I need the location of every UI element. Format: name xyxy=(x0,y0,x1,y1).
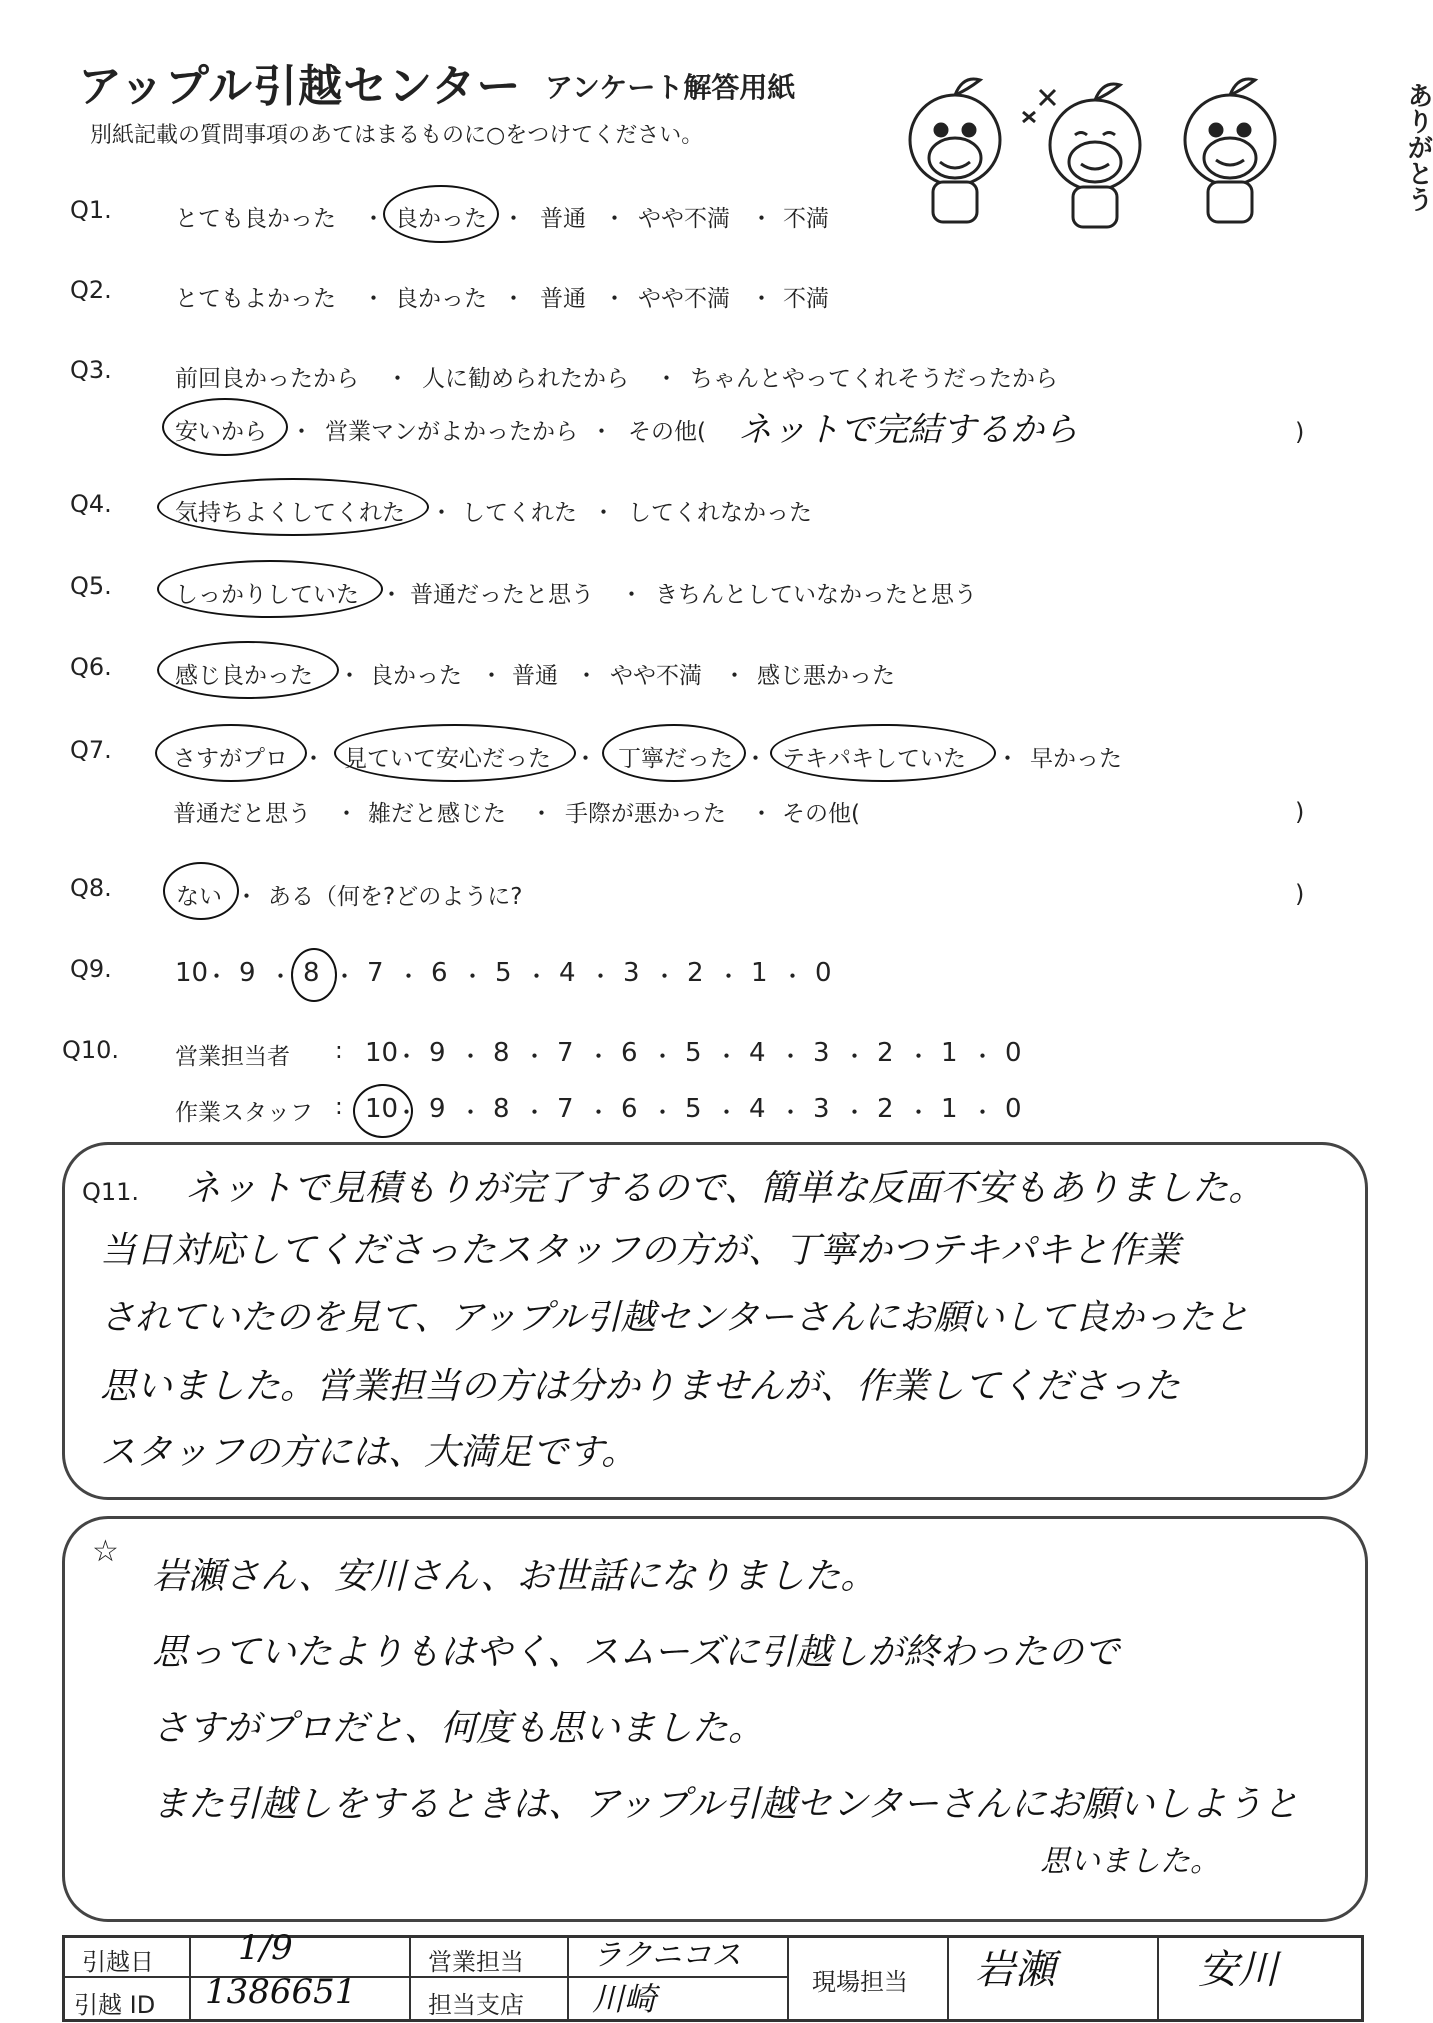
move-date-label: 引越日 xyxy=(82,1948,154,1976)
scale-value[interactable]: 4 xyxy=(559,958,576,988)
mascot-illustration xyxy=(895,60,1365,245)
mascot-icon xyxy=(910,79,1000,222)
q4-option-2[interactable]: してくれた xyxy=(462,500,577,526)
sales-staff-label: 営業担当 xyxy=(428,1948,524,1976)
scale-value[interactable]: 0 xyxy=(815,958,832,988)
move-id-label: 引越 ID xyxy=(74,1991,156,2019)
move-id-value: 1386651 xyxy=(205,1972,357,2012)
scale-value[interactable]: 5 xyxy=(685,1038,702,1068)
scale-value[interactable]: 10 xyxy=(365,1038,399,1068)
scale-value[interactable]: 8 xyxy=(303,958,320,988)
q7-option-4[interactable]: テキパキしていた xyxy=(782,746,966,772)
scale-value[interactable]: 9 xyxy=(429,1094,446,1124)
q3-option-4[interactable]: 安いから xyxy=(175,419,267,445)
q6-label: Q6. xyxy=(70,653,112,681)
selection-circle xyxy=(163,862,239,920)
q9-scale: 10 ・ 9 ・ 8 ・ 7 ・ 6 ・ 5 ・ 4 ・ 3 ・ 2 ・ 1 ・ 0 xyxy=(175,958,895,998)
selection-circle xyxy=(162,398,288,456)
scale-value[interactable]: 7 xyxy=(557,1038,574,1068)
scale-value[interactable]: 4 xyxy=(749,1094,766,1124)
scale-value[interactable]: 3 xyxy=(813,1094,830,1124)
form-title: アップル引越センター xyxy=(78,61,522,112)
q5-label: Q5. xyxy=(70,572,112,600)
q4-option-1[interactable]: 気持ちよくしてくれた xyxy=(175,500,405,526)
q4-option-3[interactable]: してくれなかった xyxy=(628,500,812,526)
q3-label: Q3. xyxy=(70,356,112,384)
star-line-3: さすがプロだと、何度も思いました。 xyxy=(152,1708,765,1749)
q6-option-4[interactable]: やや不満 xyxy=(610,663,702,689)
q2-option-5[interactable]: 不満 xyxy=(783,286,829,312)
q5-option-3[interactable]: きちんとしていなかったと思う xyxy=(655,582,977,608)
scale-value[interactable]: 8 xyxy=(493,1094,510,1124)
q11-line-4: 思いました。営業担当の方は分かりませんが、作業してくださった xyxy=(100,1366,1181,1407)
scale-value[interactable]: 10 xyxy=(175,958,209,988)
q10-sales-label: 営業担当者 xyxy=(175,1044,290,1070)
scale-value[interactable]: 8 xyxy=(493,1038,510,1068)
q11-line-3: されていたのを見て、アップル引越センターさんにお願いして良かったと xyxy=(100,1298,1250,1338)
scale-value[interactable]: 2 xyxy=(687,958,704,988)
q2-option-3[interactable]: 普通 xyxy=(540,286,586,312)
scale-value[interactable]: 6 xyxy=(621,1094,638,1124)
selection-circle xyxy=(770,724,996,782)
q9-label: Q9. xyxy=(70,955,112,983)
branch-value: 川崎 xyxy=(592,1980,657,2018)
site-staff-2-value: 安川 xyxy=(1198,1947,1278,1993)
q2-label: Q2. xyxy=(70,276,112,304)
scale-value[interactable]: 3 xyxy=(813,1038,830,1068)
scale-value[interactable]: 6 xyxy=(431,958,448,988)
scale-value[interactable]: 7 xyxy=(557,1094,574,1124)
branch-label: 担当支店 xyxy=(428,1991,524,2019)
q7-option-3[interactable]: 丁寧だった xyxy=(618,746,733,772)
scale-value[interactable]: 4 xyxy=(749,1038,766,1068)
q6-option-2[interactable]: 良かった xyxy=(370,663,462,689)
q1-option-1[interactable]: とても良かった xyxy=(175,206,336,232)
selection-circle xyxy=(157,478,429,536)
star-line-2: 思っていたよりもはやく、スムーズに引越しが終わったので xyxy=(152,1632,1120,1673)
q1-option-2[interactable]: 良かった xyxy=(395,206,487,232)
q2-option-4[interactable]: やや不満 xyxy=(638,286,730,312)
q3-option-3[interactable]: ちゃんとやってくれそうだったから xyxy=(690,366,1058,392)
q7-option-2[interactable]: 見ていて安心だった xyxy=(344,746,551,772)
q7-option-1[interactable]: さすがプロ xyxy=(173,746,288,772)
scale-value[interactable]: 0 xyxy=(1005,1038,1022,1068)
q11-line-1: ネットで見積もりが完了するので、簡単な反面不安もありました。 xyxy=(185,1168,1265,1209)
scale-value[interactable]: 1 xyxy=(751,958,768,988)
q1-option-5[interactable]: 不満 xyxy=(783,206,829,232)
q7-option-9[interactable]: その他( xyxy=(782,801,860,827)
scale-value[interactable]: 6 xyxy=(621,1038,638,1068)
q4-label: Q4. xyxy=(70,490,112,518)
site-staff-1-value: 岩瀬 xyxy=(975,1947,1055,1993)
selection-circle xyxy=(157,641,339,699)
scale-value[interactable]: 3 xyxy=(623,958,640,988)
q3-other-answer[interactable]: ネットで完結するから xyxy=(738,410,1078,450)
instruction-text: 別紙記載の質問事項のあてはまるものに○をつけてください。 xyxy=(90,123,704,148)
scale-value[interactable]: 2 xyxy=(877,1094,894,1124)
scale-value[interactable]: 1 xyxy=(941,1094,958,1124)
q1-option-4[interactable]: やや不満 xyxy=(638,206,730,232)
q3-option-1[interactable]: 前回良かったから xyxy=(175,366,359,392)
q7-label: Q7. xyxy=(70,736,112,764)
scale-value[interactable]: 0 xyxy=(1005,1094,1022,1124)
q3-option-6[interactable]: その他( xyxy=(628,419,706,445)
scale-value[interactable]: 2 xyxy=(877,1038,894,1068)
scale-value[interactable]: 9 xyxy=(429,1038,446,1068)
q3-option-5[interactable]: 営業マンがよかったから xyxy=(325,419,578,445)
star-line-1: 岩瀬さん、安川さん、お世話になりました。 xyxy=(152,1556,877,1597)
star-line-4: また引越しをするときは、アップル引越センターさんにお願いしようと xyxy=(152,1784,1299,1825)
scale-value[interactable]: 1 xyxy=(941,1038,958,1068)
scale-value[interactable]: 5 xyxy=(495,958,512,988)
q7-option-7[interactable]: 雑だと感じた xyxy=(368,801,506,827)
q8-label: Q8. xyxy=(70,874,112,902)
q10-sales-scale: 10 ・ 9 ・ 8 ・ 7 ・ 6 ・ 5 ・ 4 ・ 3 ・ 2 ・ 1 ・ 0 xyxy=(365,1038,1022,1070)
move-date-value: 1/9 xyxy=(238,1928,293,1968)
q7-option-5[interactable]: 早かった xyxy=(1030,746,1122,772)
scale-value[interactable]: 9 xyxy=(239,958,256,988)
q6-option-5[interactable]: 感じ悪かった xyxy=(757,663,895,689)
q7-option-6[interactable]: 普通だと思う xyxy=(173,801,311,827)
q10-staff-label: 作業スタッフ xyxy=(175,1100,313,1126)
thanks-text: ありがとう xyxy=(1403,82,1433,212)
q6-option-3[interactable]: 普通 xyxy=(512,663,558,689)
selection-circle xyxy=(383,185,499,243)
site-staff-label: 現場担当 xyxy=(812,1968,908,1996)
q2-option-1[interactable]: とてもよかった xyxy=(175,286,336,312)
selection-circle xyxy=(155,724,307,782)
q1-label: Q1. xyxy=(70,196,112,224)
q7-option-8[interactable]: 手際が悪かった xyxy=(565,801,726,827)
form-subtitle: アンケート解答用紙 xyxy=(545,71,796,104)
mascot-icon xyxy=(1023,84,1140,227)
q11-line-2: 当日対応してくださったスタッフの方が、丁寧かつテキパキと作業 xyxy=(100,1230,1181,1271)
q5-option-2[interactable]: 普通だったと思う xyxy=(410,582,594,608)
scale-value[interactable]: 7 xyxy=(367,958,384,988)
q8-option-1[interactable]: ない xyxy=(176,884,222,910)
q2-option-2[interactable]: 良かった xyxy=(395,286,487,312)
scale-value[interactable]: 5 xyxy=(685,1094,702,1124)
selection-circle xyxy=(334,724,576,782)
scale-value[interactable]: 10 xyxy=(365,1094,399,1124)
q5-option-1[interactable]: しっかりしていた xyxy=(175,582,359,608)
mascot-icon xyxy=(1185,79,1275,222)
selection-circle xyxy=(602,724,746,782)
sales-staff-value: ラクニコス xyxy=(592,1938,742,1973)
q10-label: Q10. xyxy=(62,1036,120,1064)
q8-option-2[interactable]: ある（何を?どのように? xyxy=(268,884,523,910)
q10-staff-scale: 10 ・ 9 ・ 8 ・ 7 ・ 6 ・ 5 ・ 4 ・ 3 ・ 2 ・ 1 ・ 0 xyxy=(365,1094,1085,1134)
q6-option-1[interactable]: 感じ良かった xyxy=(175,663,313,689)
q1-option-3[interactable]: 普通 xyxy=(540,206,586,232)
selection-circle xyxy=(291,948,337,1002)
q11-line-5: スタッフの方には、大満足です。 xyxy=(100,1432,638,1473)
star-line-5: 思いました。 xyxy=(1040,1844,1220,1879)
q3-option-2[interactable]: 人に勧められたから xyxy=(422,366,629,392)
selection-circle xyxy=(157,560,383,618)
q11-label: Q11. xyxy=(82,1178,140,1206)
star-icon: ☆ xyxy=(92,1534,119,1569)
